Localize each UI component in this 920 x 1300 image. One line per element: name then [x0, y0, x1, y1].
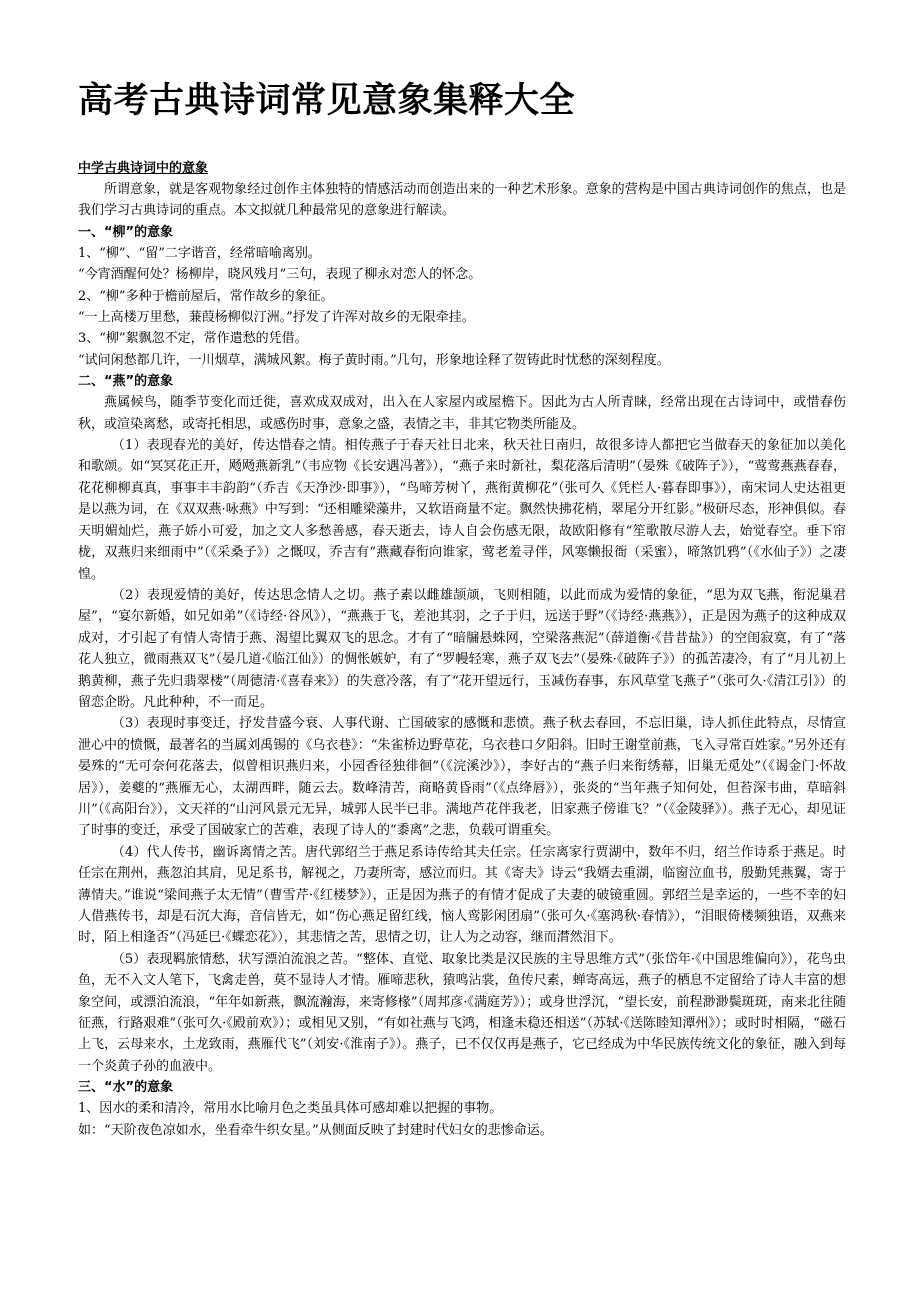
document-title: 高考古典诗词常见意象集释大全: [78, 81, 576, 121]
paragraph: 如：“天阶夜色凉如水，坐看牵牛织女星。”从侧面反映了封建时代妇女的悲惨命运。: [78, 1122, 553, 1138]
section-heading-willow: 一、“柳”的意象: [78, 224, 174, 240]
subtitle: 中学古典诗词中的意象: [78, 161, 209, 176]
section-heading-water: 三、“水”的意象: [78, 1080, 174, 1096]
section-heading-swallow: 二、“燕”的意象: [78, 374, 174, 390]
paragraph: “一上高楼万里愁，蒹葭杨柳似汀洲。”抒发了许浑对故乡的无限牵挂。: [78, 310, 475, 326]
paragraph: “今宵酒醒何处？杨柳岸，晓风残月”三句，表现了柳永对恋人的怀念。: [78, 267, 482, 283]
paragraph: （3）表现时事变迁，抒发昔盛今衰、人事代谢、亡国破家的感慨和悲愤。燕子秋去春回，不忘旧巢，诗人抓住此特点，尽情宣泄心中的愤慨，最著名的当属刘禹锡的《乌衣巷》：“朱雀桥边野草花，乌衣巷口夕阳斜。旧时王谢堂前燕，飞入寻常百姓家。”另外还有晏殊的“无可奈何花落去，似曾相识燕归来，小园香径独徘徊”（《浣溪沙》），李好古的“燕子归来衔绣幕，旧巢无觅处”（《谒金门·怀故居》），姜夔的“燕雁无心，太湖西畔，随云去。数峰清苦，商略黄昏雨”（《点绛唇》），张炎的“当年燕子知何处，但苔深韦曲，草暗斜川”（《高阳台》），文天祥的“山河风景元无异，城郭人民半已非。满地芦花伴我老，旧家燕子傍谁飞？”（《金陵驿》）。燕子无心，却见证了时事的变迁，承受了国破家亡的苦难，表现了诗人的“黍离”之悲，负载可谓重矣。: [78, 716, 846, 839]
paragraph: （2）表现爱情的美好，传达思念情人之切。燕子素以雌雄颉颃，飞则相随，以此而成为爱情的象征，“思为双飞燕，衔泥巢君屋”，“宴尔新婚，如兄如弟”（《诗经·谷风》），“燕燕于飞，差池其羽，之子于归，远送于野”（《诗经·燕燕》），正是因为燕子的这种成双成对，才引起了有情人寄情于燕、渴望比翼双飞的思念。才有了“暗牖悬蛛网，空梁落燕泥”（薛道衡·《昔昔盐》）的空闺寂寞，有了“落花人独立，微雨燕双飞”（晏几道·《临江仙》）的惆怅嫉妒，有了“罗幔轻寒，燕子双飞去”（晏殊·《破阵子》）的孤苦凄冷，有了“月儿初上鹅黄柳，燕子先归翡翠楼”（周德清·《喜春来》）的失意冷落，有了“花开望远行，玉减伤春事，东风草堂飞燕子”（张可久·《清江引》）的留恋企盼。凡此种种，不一而足。: [78, 587, 846, 710]
paragraph: （5）表现羁旅情愁，状写漂泊流浪之苦。“整体、直觉、取象比类是汉民族的主导思维方式”（张岱年·《中国思维偏向》），花鸟虫鱼，无不入文人笔下，飞禽走兽，莫不显诗人才情。雁啼悲秋，猿鸣沾裳，鱼传尺素，蝉寄高远，燕子的栖息不定留给了诗人丰富的想象空间，或漂泊流浪，“年年如新燕，飘流瀚海，来寄修椽”（周邦彦·《满庭芳》）；或身世浮沉，“望长安，前程渺渺鬓斑斑，南来北往随征燕，行路艰难”（张可久·《殿前欢》）；或相见又别，“有如社燕与飞鸿，相逢未稳还相送”（苏轼·《送陈睦知潭州》）；或时时相隔，“磁石上飞，云母来水，土龙致雨，燕雁代飞”（刘安·《淮南子》）。燕子，已不仅仅再是燕子，它已经成为中华民族传统文化的象征，融入到每一个炎黄子孙的血液中。: [78, 951, 846, 1074]
paragraph: 3、“柳”絮飘忽不定，常作遣愁的凭借。: [78, 331, 308, 347]
paragraph: 燕属候鸟，随季节变化而迁徙，喜欢成双成对，出入在人家屋内或屋檐下。因此为古人所青睐，经常出现在古诗词中，或惜春伤秋，或渲染离愁，或寄托相思，或感伤时事，意象之盛，表情之丰，非其它物类所能及。: [78, 395, 846, 432]
paragraph: “试问闲愁都几许，一川烟草，满城风絮。梅子黄时雨。”几句，形象地诠释了贺铸此时忧愁的深刻程度。: [78, 352, 670, 368]
paragraph: 1、因水的柔和清冷，常用水比喻月色之类虽具体可感却难以把握的事物。: [78, 1101, 503, 1117]
document-page: [78, 78, 846, 1141]
paragraph: 1、“柳”、“留”二字谐音，经常暗喻离别。: [78, 245, 321, 261]
paragraph: 2、“柳”多种于檐前屋后，常作故乡的象征。: [78, 288, 334, 304]
intro-paragraph: 所谓意象，就是客观物象经过创作主体独特的情感活动而创造出来的一种艺术形象。意象的营构是中国古典诗词创作的焦点，也是我们学习古典诗词的重点。本文拟就几种最常见的意象进行解读。: [78, 182, 846, 219]
paragraph: （1）表现春光的美好，传达惜春之情。相传燕子于春天社日北来，秋天社日南归，故很多诗人都把它当做春天的象征加以美化和歌颂。如“冥冥花正开，飏飏燕新乳”（韦应物《长安遇冯著》），“燕子来时新社，梨花落后清明”（晏殊《破阵子》），“莺莺燕燕春春，花花柳柳真真，事事丰丰韵韵”（乔吉《天净沙·即事》），“鸟啼芳树丫，燕衔黄柳花”（张可久《凭栏人·暮春即事》），南宋词人史达祖更是以燕为词，在《双双燕·咏燕》中写到：“还相雕梁藻井，又软语商量不定。飘然快拂花梢，翠尾分开红影。”极研尽态，形神俱似。春天明媚灿烂，燕子娇小可爱，加之文人多愁善感，春天逝去，诗人自会伤感无限，故欧阳修有“笙歌散尽游人去，始觉春空。垂下帘栊，双燕归来细雨中”（《采桑子》）之慨叹，乔吉有“燕藏春衔向谁家，莺老羞寻伴，风寒懒报衙（采蜜），啼煞饥鸦”（《水仙子》）之凄惶。: [78, 438, 846, 582]
paragraph: （4）代人传书，幽诉离情之苦。唐代郭绍兰于燕足系诗传给其夫任宗。任宗离家行贾湖中，数年不归，绍兰作诗系于燕足。时任宗在荆州，燕忽泊其肩，见足系书，解视之，乃妻所寄，感泣而归。其《寄夫》诗云“我婿去重湖，临窗泣血书，殷勤凭燕翼，寄于薄情夫。”谁说“梁间燕子太无情”（曹雪芹·《红楼梦》），正是因为燕子的有情才促成了夫妻的破镜重圆。郭绍兰是幸运的，一些不幸的妇人借燕传书，却是石沉大海，音信皆无，如“伤心燕足留红线，恼人鸾影闲团扇”（张可久·《塞鸿秋·春情》），“泪眼倚楼频独语，双燕来时，陌上相逢否”（冯延巳·《蝶恋花》），其悲情之苦，思情之切，让人为之动容，继而潸然泪下。: [78, 844, 846, 946]
